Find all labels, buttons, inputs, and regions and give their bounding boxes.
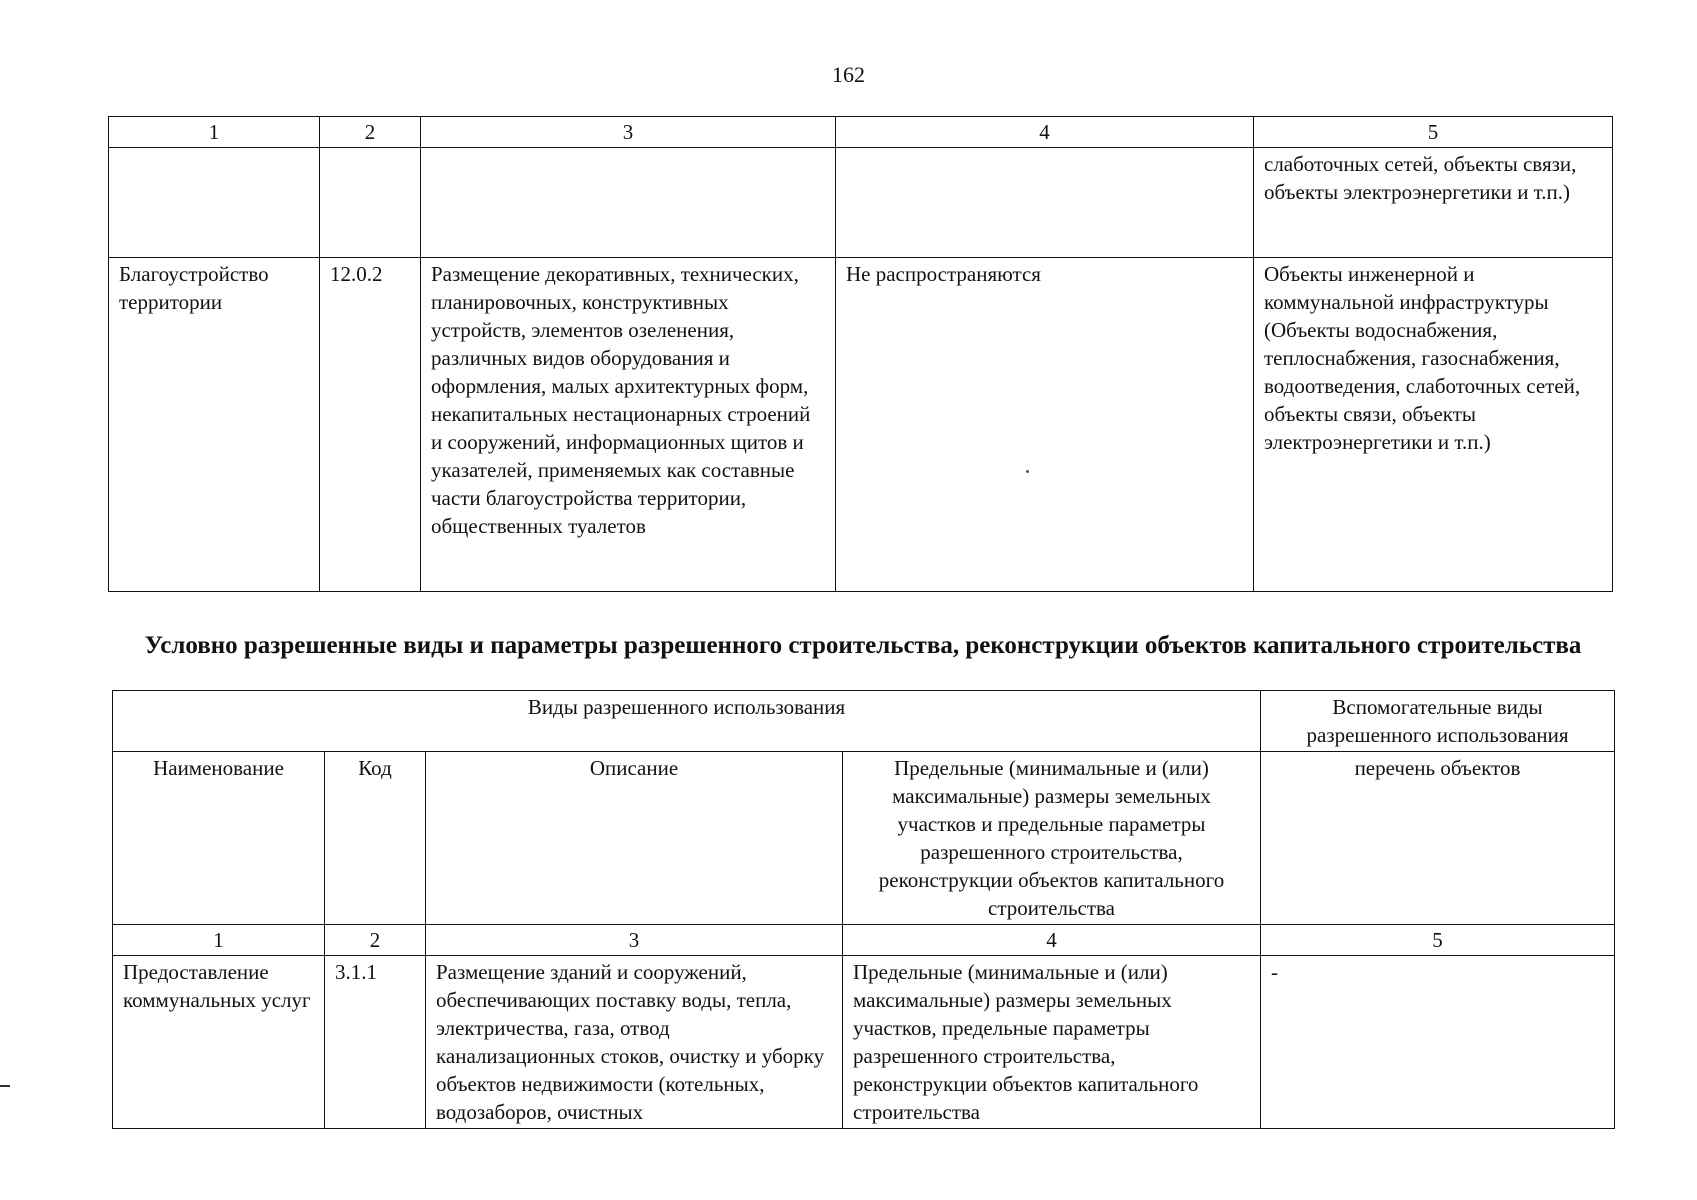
permitted-uses-table-continued (108, 116, 1613, 592)
table-row (109, 258, 1613, 592)
use-code-cell: 12.0.2 (320, 258, 421, 592)
group-header-row (113, 691, 1615, 752)
use-parameters-cell: Не распространяются (836, 258, 1254, 592)
column-header-row (113, 752, 1615, 925)
column-number: 5 (1261, 925, 1615, 956)
use-description-cell: Размещение зданий и сооружений, обеспечивающих поставку воды, тепла, электричества, газа, отвод канализационных стоков, очистку и уборку объектов недвижимости (котельных, водозаборов, очистных (426, 956, 843, 1129)
auxiliary-objects-cell: слаботочных сетей, объекты связи, объекты электроэнергетики и т.п.) (1254, 148, 1613, 258)
column-header-description: Описание (426, 752, 843, 925)
empty-cell (109, 148, 320, 258)
section-heading: Условно разрешенные виды и параметры разрешенного строительства, реконструкции объектов капитального строительства (144, 632, 1582, 659)
use-description-cell: Размещение декоративных, технических, планировочных, конструктивных устройств, элементов озеленения, различных видов оборудования и оформления, малых архитектурных форм, некапитальных нестационарных строений и сооружений, информационных щитов и указателей, применяемых как составные части благоустройства территории, общественных туалетов (421, 258, 836, 592)
column-number-row (113, 925, 1615, 956)
use-code-cell: 3.1.1 (325, 956, 426, 1129)
column-header-parameters: Предельные (минимальные и (или) максимальные) размеры земельных участков и предельные параметры разрешенного строительства, реконструкции объектов капитального строительства (843, 752, 1261, 925)
table-row (113, 956, 1615, 1129)
scan-speck (1026, 470, 1029, 473)
auxiliary-objects-cell: Объекты инженерной и коммунальной инфраструктуры (Объекты водоснабжения, теплоснабжения, газоснабжения, водоотведения, слаботочных сетей, объекты связи, объекты электроэнергетики и т.п.) (1254, 258, 1613, 592)
column-number: 3 (421, 117, 836, 148)
use-name-cell: Благоустройство территории (109, 258, 320, 592)
column-number: 4 (843, 925, 1261, 956)
auxiliary-objects-cell: - (1261, 956, 1615, 1129)
column-number: 1 (113, 925, 325, 956)
use-name-cell: Предоставление коммунальных услуг (113, 956, 325, 1129)
auxiliary-header-cell: Вспомогательные виды разрешенного использования (1261, 691, 1615, 752)
column-number: 5 (1254, 117, 1613, 148)
conditional-uses-table (112, 690, 1615, 1129)
table-row (109, 148, 1613, 258)
column-number: 4 (836, 117, 1254, 148)
empty-cell (320, 148, 421, 258)
empty-cell (421, 148, 836, 258)
use-parameters-cell: Предельные (минимальные и (или) максимальные) размеры земельных участков, предельные параметры разрешенного строительства, реконструкции объектов капитального строительства (843, 956, 1261, 1129)
margin-mark (0, 1085, 10, 1087)
group-header-cell: Виды разрешенного использования (113, 691, 1261, 752)
column-number: 2 (325, 925, 426, 956)
column-number: 3 (426, 925, 843, 956)
column-header-objects: перечень объектов (1261, 752, 1615, 925)
page-number: 162 (832, 62, 865, 87)
column-number: 2 (320, 117, 421, 148)
column-header-code: Код (325, 752, 426, 925)
column-number: 1 (109, 117, 320, 148)
column-number-row (109, 117, 1613, 148)
column-header-name: Наименование (113, 752, 325, 925)
empty-cell (836, 148, 1254, 258)
